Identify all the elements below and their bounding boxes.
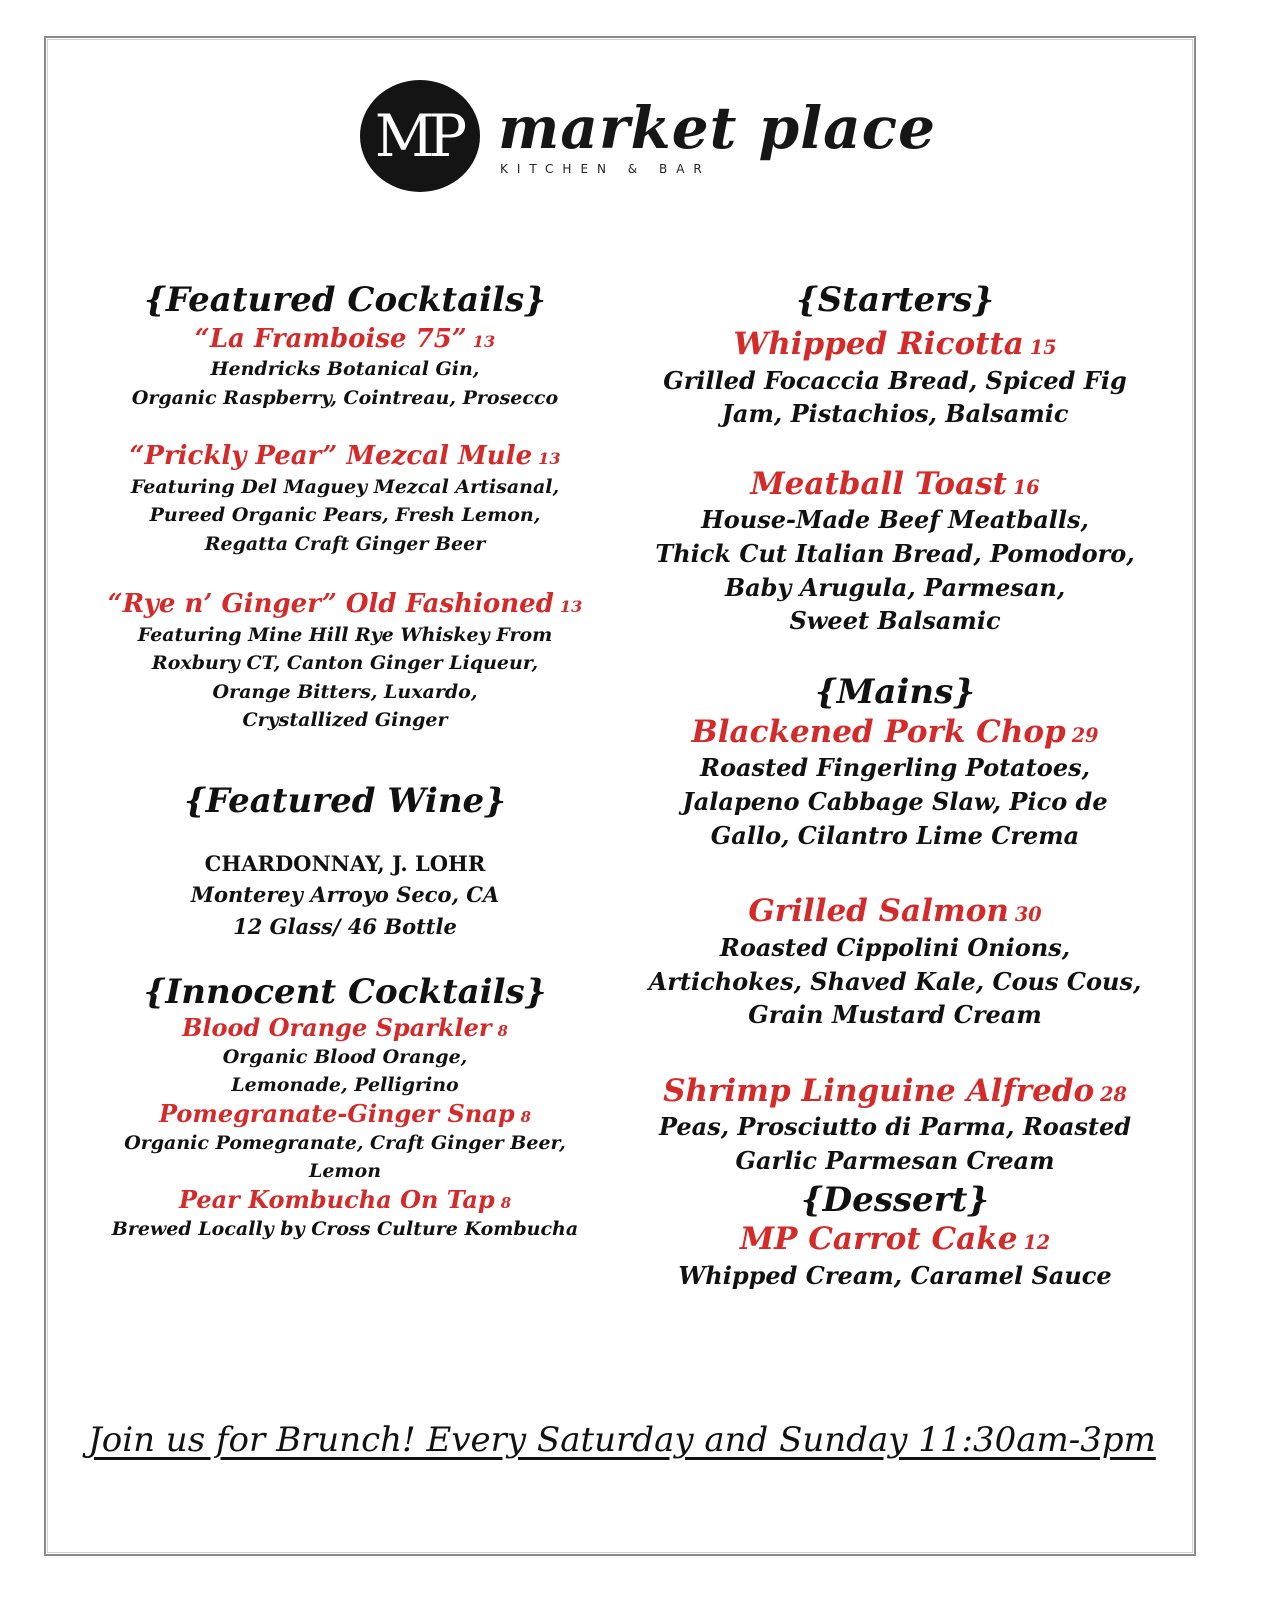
innocent-list — [90, 1013, 600, 1244]
item-name: Pear Kombucha On Tap 8 — [178, 1185, 512, 1215]
item-description: Peas, Prosciutto di Parma, Roasted Garlic Parmesan Cream — [658, 1112, 1132, 1176]
item-description: Grilled Focaccia Bread, Spiced Fig Jam, Pistachios, Balsamic — [663, 365, 1127, 429]
menu-item — [90, 323, 600, 413]
menu-item — [640, 892, 1150, 1032]
logo — [360, 80, 936, 192]
section-heading-innocent-cocktails: {Innocent Cocktails} — [143, 972, 547, 1013]
section-heading-featured-wine: {Featured Wine} — [183, 780, 507, 821]
menu-item — [90, 440, 600, 558]
menu-item — [640, 713, 1150, 853]
item-price: 13 — [538, 449, 561, 469]
logo-subtitle: KITCHEN & BAR — [500, 162, 711, 176]
menu-item — [90, 1099, 600, 1185]
item-name: Whipped Ricotta 15 — [733, 325, 1057, 362]
item-price: 12 — [1023, 1231, 1051, 1255]
logo-wordmark: market place — [498, 94, 936, 162]
section-heading-dessert: {Dessert} — [800, 1179, 990, 1220]
brunch-footer: Join us for Brunch! Every Saturday and Sunday 11:30am-3pm — [88, 1420, 1156, 1460]
left-column — [90, 280, 600, 1243]
wine-name: CHARDONNAY, J. LOHR — [204, 850, 486, 876]
menu-item — [640, 325, 1150, 431]
item-name: Shrimp Linguine Alfredo 28 — [663, 1072, 1127, 1109]
item-description: Roasted Fingerling Potatoes, Jalapeno Cabbage Slaw, Pico de Gallo, Cilantro Lime Crema — [682, 753, 1108, 850]
item-price: 16 — [1012, 475, 1040, 499]
item-description: Organic Blood Orange, Lemonade, Pelligrino — [222, 1045, 468, 1096]
item-price: 8 — [500, 1194, 512, 1213]
item-description: Featuring Del Maguey Mezcal Artisanal, Pureed Organic Pears, Fresh Lemon, Regatta Craft Ginger Beer — [130, 475, 560, 555]
item-description: Roasted Cippolini Onions, Artichokes, Shaved Kale, Cous Cous, Grain Mustard Cream — [648, 932, 1142, 1030]
item-name: “Prickly Pear” Mezcal Mule 13 — [129, 441, 561, 472]
item-price: 28 — [1100, 1082, 1127, 1106]
item-name: Blood Orange Sparkler 8 — [182, 1012, 508, 1042]
menu-item — [90, 1013, 600, 1099]
item-price: 15 — [1029, 335, 1057, 359]
menu-item — [640, 1220, 1150, 1292]
item-price: 13 — [559, 597, 583, 617]
item-price: 8 — [497, 1021, 508, 1040]
item-description: Brewed Locally by Cross Culture Kombucha — [111, 1218, 579, 1241]
item-name: “Rye n’ Ginger” Old Fashioned 13 — [107, 589, 583, 620]
item-name: Meatball Toast 16 — [750, 465, 1040, 502]
logo-initials: MP — [374, 102, 462, 170]
item-description: House-Made Beef Meatballs, Thick Cut Italian Bread, Pomodoro, Baby Arugula, Parmesan, Sweet Balsamic — [655, 505, 1135, 636]
item-name: MP Carrot Cake 12 — [739, 1221, 1051, 1258]
item-description: Whipped Cream, Caramel Sauce — [678, 1261, 1112, 1291]
section-heading-starters: {Starters} — [795, 280, 995, 320]
menu-item — [90, 1185, 600, 1243]
item-price: 29 — [1071, 723, 1099, 747]
right-column — [640, 280, 1150, 1293]
section-heading-featured-cocktails: {Featured Cocktails} — [144, 280, 546, 320]
item-description: Hendricks Botanical Gin, Organic Raspberry, Cointreau, Prosecco — [131, 358, 559, 409]
section-heading-mains: {Mains} — [814, 671, 976, 712]
item-description: Organic Pomegranate, Craft Ginger Beer, Lemon — [124, 1132, 566, 1183]
item-name: Pomegranate-Ginger Snap 8 — [159, 1099, 531, 1129]
item-name: Grilled Salmon 30 — [748, 893, 1042, 930]
item-price: 13 — [472, 331, 496, 351]
item-price: 8 — [520, 1108, 531, 1127]
wine-details — [90, 848, 600, 943]
menu-item — [640, 1072, 1150, 1178]
item-description: Featuring Mine Hill Rye Whiskey From Roxbury CT, Canton Ginger Liqueur, Orange Bitters, Luxardo, Crystallized Ginger — [137, 623, 553, 732]
item-price: 30 — [1014, 903, 1042, 927]
item-name: Blackened Pork Chop 29 — [691, 713, 1099, 750]
logo-badge — [360, 80, 480, 192]
menu-item — [640, 465, 1150, 638]
item-name: “La Framboise 75” 13 — [194, 323, 496, 354]
menu-item — [90, 588, 600, 735]
wine-region: Monterey Arroyo Seco, CA — [190, 882, 500, 908]
wine-price: 12 Glass/ 46 Bottle — [233, 913, 457, 939]
